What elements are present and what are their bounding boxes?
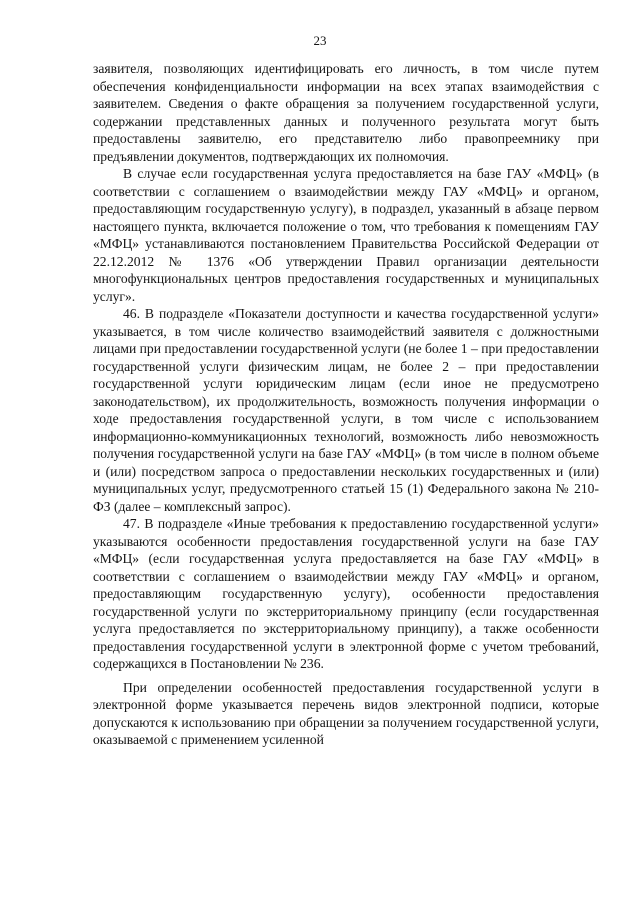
paragraph-mfc-premises: В случае если государственная услуга предоставляется на базе ГАУ «МФЦ» (в соответствии с соглашением о взаимодействии между ГАУ «МФЦ» и органом, предоставляющим государственную услугу), в подраздел, указанный в абзаце первом настоящего пункта, включается положение о том, что требования к помещениям ГАУ «МФЦ» устанавливаются постановлением Правительства Российской Федерации от 22.12.2012 № 1376 «Об утверждении Правил организации деятельности многофункциональных центров предоставления государственных и муниципальных услуг». (93, 166, 599, 304)
page-number: 23 (313, 33, 327, 48)
paragraph-item-46: 46. В подразделе «Показатели доступности и качества государственной услуги» указывается, в том числе количество взаимодействий заявителя с должностными лицами при предоставлении государственной услуги (не более 1 – при предоставлении государственной услуги физическим лицам, не более 2 – при предоставлении государственной услуги юридическим лицам (если иное не предусмотрено законодательством), их продолжительность, возможность получения информации о ходе предоставления государственной услуги, в том числе с использованием информационно-коммуникационных технологий, возможность либо невозможность получения государственной услуги на базе ГАУ «МФЦ» (в том числе в полном объеме и (или) посредством запроса о предоставлении нескольких государственных и (или) муниципальных услуг, предусмотренного статьей 15 (1) Федерального закона № 210-ФЗ (далее – комплексный запрос). (93, 306, 599, 514)
paragraph-continuation: заявителя, позволяющих идентифицировать его личность, в том числе путем обеспечения конфиденциальности информации на всех этапах взаимодействия с заявителем. Сведения о факте обращения за получением государственной услуги, содержании представленных данных и полученного результата могут быть предоставлены заявителю, его представителю либо правопреемнику при предъявлении документов, подтверждающих их полномочия. (93, 61, 599, 164)
paragraph-item-47: 47. В подразделе «Иные требования к предоставлению государственной услуги» указываются особенности предоставления государственной услуги на базе ГАУ «МФЦ» (если государственная услуга предоставляется на базе ГАУ «МФЦ» в соответствии с соглашением о взаимодействии между ГАУ «МФЦ» и органом, предоставляющим государственную услугу), особенности предоставления государственной услуги по экстерриториальному принципу (если государственная услуга предоставляется по экстерриториальному принципу), а также особенности предоставления государственной услуги в электронной форме с учетом требований, содержащихся в Постановлении № 236. (93, 516, 599, 671)
paragraph-electronic-signature: При определении особенностей предоставления государственной услуги в электронной форме указывается перечень видов электронной подписи, которые допускаются к использованию при обращении за получением государственной услуги, оказываемой с применением усиленной (93, 679, 599, 747)
document-body (93, 60, 599, 749)
